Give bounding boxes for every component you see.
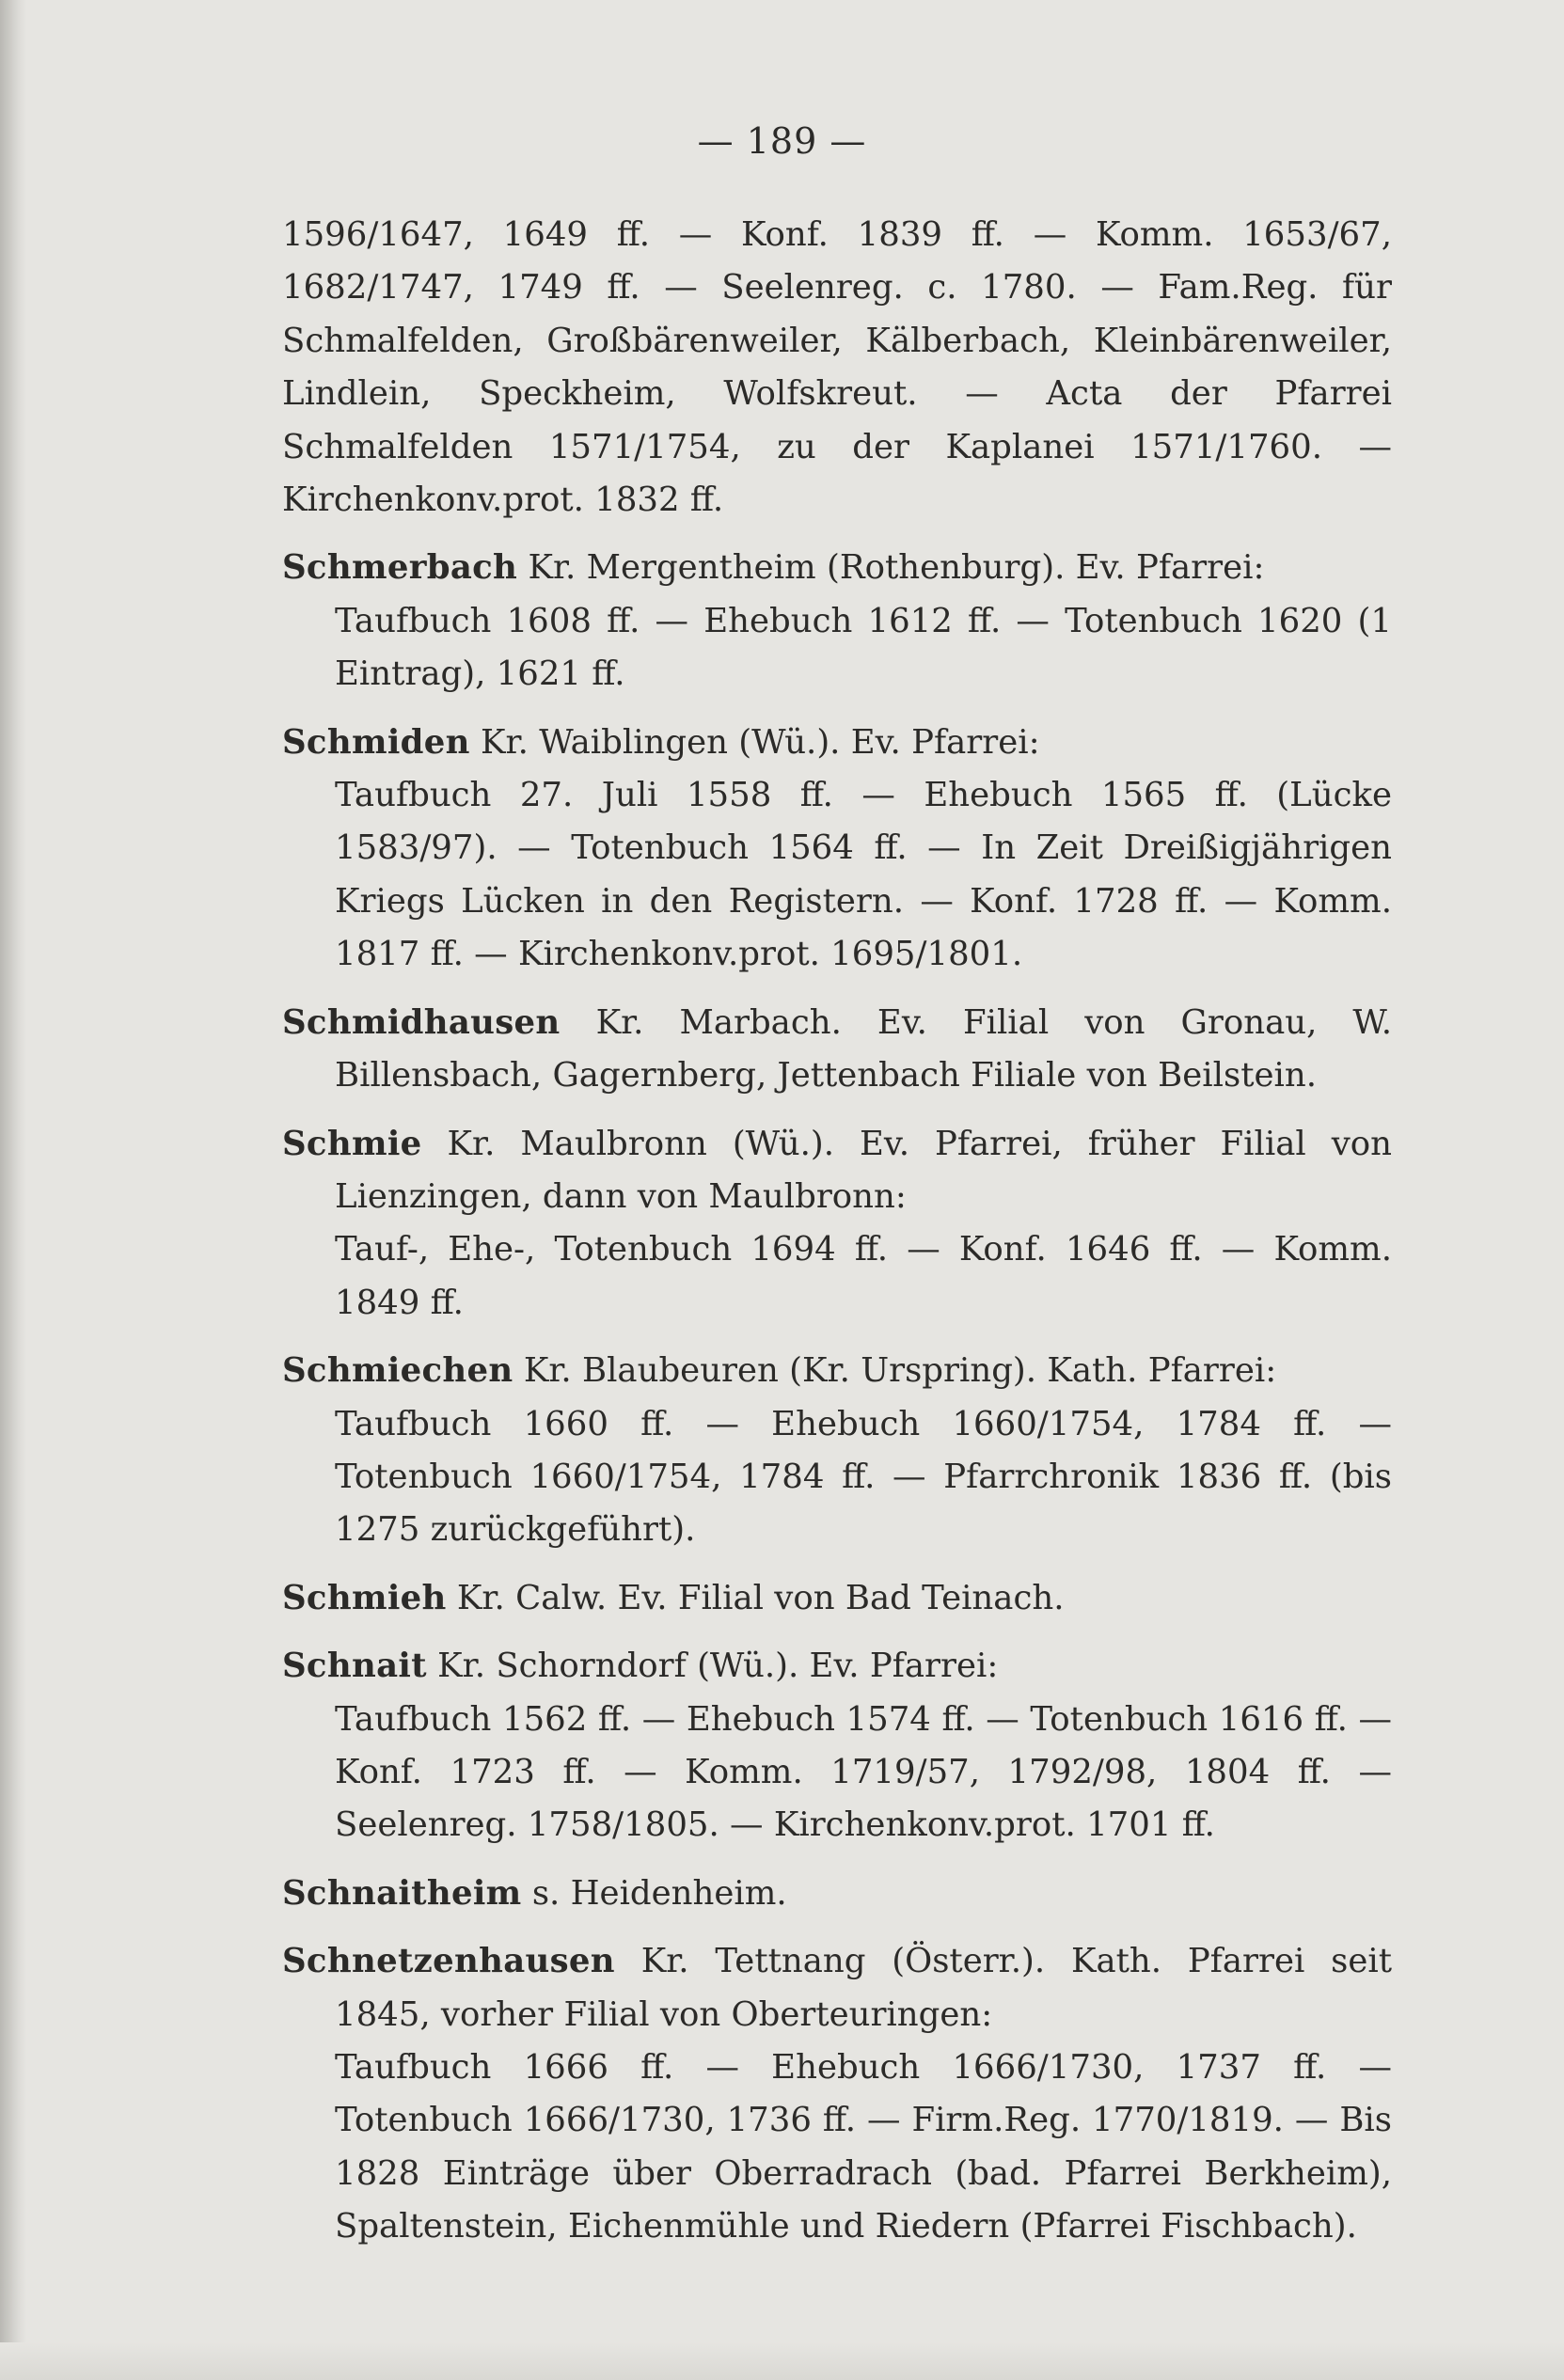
entry-desc: Kr. Calw. Ev. Filial von Bad Teinach. (456, 1578, 1065, 1617)
entry-head: Schmidhausen (282, 1002, 561, 1042)
entry-head: Schmie (282, 1124, 422, 1163)
entry-details: Taufbuch 1562 ff. — Ehebuch 1574 ff. — Totenbuch 1616 ff. — Konf. 1723 ff. — Komm. 1719/57, 1792/98, 1804 ff. — Seelenreg. 1758/1805. — Kirchenkonv.prot. 1701 ff. (335, 1699, 1392, 1845)
entry-head: Schmerbach (282, 548, 518, 588)
entry-head: Schmiechen (282, 1351, 513, 1391)
entry-head: Schnait (282, 1647, 427, 1686)
entry-head: Schmiden (282, 722, 470, 762)
entry-details: Taufbuch 1608 ff. — Ehebuch 1612 ff. — Totenbuch 1620 (1 Eintrag), 1621 ff. (335, 601, 1392, 694)
page-number: — 189 — (697, 120, 867, 162)
entry-schmiechen (282, 1345, 1392, 1557)
entry-schmieh (282, 1572, 1392, 1625)
entry-desc: Kr. Waiblingen (Wü.). Ev. Pfarrei: (481, 722, 1040, 762)
entry-schmie (282, 1118, 1392, 1331)
entry-schnetzenhausen (282, 1935, 1392, 2253)
entry-head: Schnetzenhausen (282, 1942, 615, 1981)
entry-desc: s. Heidenheim. (531, 1873, 787, 1913)
continuation-text: 1596/1647, 1649 ff. — Konf. 1839 ff. — Komm. 1653/67, 1682/1747, 1749 ff. — Seelenreg. c. 1780. — Fam.Reg. für Schmalfelden, Großbärenweiler, Kälberbach, Kleinbärenweiler, Lindlein, Speckheim, Wolfskreut. — Acta der Pfarrei Schmalfelden 1571/1754, zu der Kaplanei 1571/1760. — Kirchenkonv.prot. 1832 ff. (282, 215, 1392, 520)
entry-schnait (282, 1640, 1392, 1852)
entry-head: Schmieh (282, 1578, 447, 1617)
entry-desc: Kr. Tettnang (Österr.). Kath. Pfarrei seit 1845, vorher Filial von Oberteuringen: (335, 1942, 1392, 2034)
entry-desc: Kr. Blaubeuren (Kr. Urspring). Kath. Pfarrei: (523, 1351, 1277, 1391)
entry-details: Taufbuch 1660 ff. — Ehebuch 1660/1754, 1784 ff. — Totenbuch 1660/1754, 1784 ff. — Pfarrchronik 1836 ff. (bis 1275 zurückgeführt). (335, 1404, 1392, 1550)
entry-schmiden (282, 717, 1392, 982)
entry-details: Taufbuch 27. Juli 1558 ff. — Ehebuch 1565 ff. (Lücke 1583/97). — Totenbuch 1564 ff. — In Zeit Dreißigjährigen Kriegs Lücken in den Registern. — Konf. 1728 ff. — Komm. 1817 ff. — Kirchenkonv.prot. 1695/1801. (335, 776, 1392, 974)
entry-desc: Kr. Marbach. Ev. Filial von Gronau, W. Billensbach, Gagernberg, Jettenbach Filiale von Beilstein. (335, 1002, 1392, 1095)
entry-schmerbach (282, 542, 1392, 701)
entry-list (282, 209, 1392, 2254)
entry-schmidhausen (282, 997, 1392, 1103)
entry-desc: Kr. Mergentheim (Rothenburg). Ev. Pfarrei: (528, 548, 1265, 588)
entry-schnaitheim (282, 1868, 1392, 1920)
entry-desc: Kr. Maulbronn (Wü.). Ev. Pfarrei, früher Filial von Lienzingen, dann von Maulbronn: (335, 1124, 1392, 1216)
entry-desc: Kr. Schorndorf (Wü.). Ev. Pfarrei: (437, 1647, 999, 1686)
entry-details: Tauf-, Ehe-, Totenbuch 1694 ff. — Konf. 1646 ff. — Komm. 1849 ff. (335, 1230, 1392, 1322)
entry-details: Taufbuch 1666 ff. — Ehebuch 1666/1730, 1737 ff. — Totenbuch 1666/1730, 1736 ff. — Firm.Reg. 1770/1819. — Bis 1828 Einträge über Oberradrach (bad. Pfarrei Berkheim), Spaltenstein, Eichenmühle und Riedern (Pfarrei Fischbach). (335, 2048, 1392, 2246)
entry-head: Schnaitheim (282, 1873, 522, 1913)
